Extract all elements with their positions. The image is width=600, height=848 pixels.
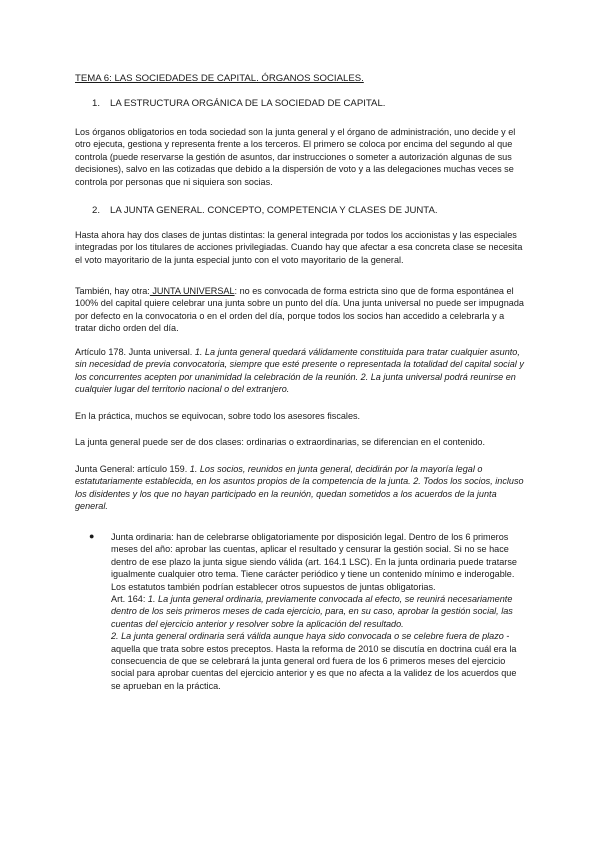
article-178-text-1: 1. La junta general quedará válidamente constituida para tratar cualquier asunto, sin necesidad de previa convocatoria, siempre que esté presente o representada la totalidad del capital social y los concurrentes acepten por unanimidad la celebración de la reunión. xyxy=(75,347,524,382)
article-178 xyxy=(75,346,527,396)
article-164-text-2: 2. La junta general ordinaria será válida aunque haya sido convocada o se celebre fuera de plazo xyxy=(111,631,504,642)
section1-number: 1. xyxy=(92,98,101,109)
junta-universal-intro: También, hay otra: xyxy=(75,286,150,296)
article-164-text-1: 1. La junta general ordinaria, previamente convocada al efecto, se reunirá necesariamente dentro de los seis primeros meses de cada ejercicio, para, en su caso, aprobar la gestión social, las cuentas del ejercicio anterior y resolver sobre la aplicación del resultado. xyxy=(111,594,513,629)
article-164-commentary: - aquella que trata sobre estos preceptos. Hasta la reforma de 2010 se discutía en doctrina cuál era la consecuencia de que se celebrará la junta general ord fuera de los 6 primeros meses del ejercicio social para aprobar cuentas del ejercicio anterior y es que no afecta a la validez de los acuerdos que se aprueban en la práctica. xyxy=(111,631,517,691)
practica-paragraph: En la práctica, muchos se equivocan, sobre todo los asesores fiscales. xyxy=(75,411,361,421)
article-159 xyxy=(75,463,527,513)
section1-paragraph: Los órganos obligatorios en toda sociedad son la junta general y el órgano de administración, uno decide y el otro ejecuta, gestiona y representa frente a los terceros. El primero se coloca por encima del segundo al que controla (puede reservarse la gestión de asuntos, dar instrucciones o someter a autorización algunas de sus decisiones), salvo en las cotizadas que debido a la dispersión de voto y a las delegaciones muchas veces se controla por personas que ni siquiera son socias. xyxy=(75,127,516,187)
junta-ordinaria-text: Junta ordinaria: han de celebrarse obligatoriamente por disposición legal. Dentro de los 6 primeros meses del año: aprobar las cuentas, aplicar el resultado y censurar la gestión social. Si no se hace dentro de ese plazo la junta sigue siendo válida (art. 164.1 LSC). En la junta ordinaria puede tratarse igualmente cualquier otro tema. Tiene carácter periódico y tiene un contenido mínimo e inderogable. Los estatutos también podrían establecer otros supuestos de juntas obligatorias. xyxy=(111,532,517,592)
junta-universal-term: JUNTA UNIVERSAL xyxy=(149,286,235,296)
article-159-label: Junta General: artículo 159. xyxy=(75,464,190,474)
section1-heading-text: LA ESTRUCTURA ORGÁNICA DE LA SOCIEDAD DE CAPITAL. xyxy=(110,98,386,109)
page-title: TEMA 6: LAS SOCIEDADES DE CAPITAL. ÓRGANOS SOCIALES. xyxy=(75,73,364,84)
article-178-text-2: 2. La junta universal podrá reunirse en cualquier lugar del territorio nacional o del extranjero. xyxy=(75,371,516,395)
section2-heading xyxy=(92,205,532,217)
junta-universal-text: : no es convocada de forma estricta sino que de forma espontánea el 100% del capital quiere celebrar una junta sobre un punto del día. Una junta universal no puede ser impugnada por defecto en la convocatoria o en el orden del día, porque todos los socios han accedido a celebrarla y a tratar dicho orden del día. xyxy=(75,286,524,334)
section1-heading xyxy=(92,98,532,110)
section2-paragraph-1: Hasta ahora hay dos clases de juntas distintas: la general integrada por todos los accionistas y las especiales integradas por los titulares de acciones privilegiadas. Cuando hay que afectar a esa concreta clase se necesita el voto mayoritario de la junta especial junto con el voto mayoritario de la general. xyxy=(75,230,523,265)
junta-ordinaria-item xyxy=(111,531,527,692)
article-178-label: Artículo 178. Junta universal. xyxy=(75,347,195,357)
clases-paragraph: La junta general puede ser de dos clases: ordinarias o extraordinarias, se diferencian en el contenido. xyxy=(75,437,485,447)
section2-number: 2. xyxy=(92,205,101,216)
junta-universal-paragraph xyxy=(75,285,527,335)
section2-heading-text: LA JUNTA GENERAL. CONCEPTO, COMPETENCIA Y CLASES DE JUNTA. xyxy=(110,205,438,216)
article-159-text: 1. Los socios, reunidos en junta general, decidirán por la mayoría legal o estatutariamente establecida, en los asuntos propios de la competencia de la junta. 2. Todos los socios, incluso los disidentes y los que no hayan participado en la reunión, quedan sometidos a los acuerdos de la junta general. xyxy=(75,464,524,512)
bullet-marker: ● xyxy=(89,531,95,541)
article-164-label: Art. 164: xyxy=(111,594,148,605)
